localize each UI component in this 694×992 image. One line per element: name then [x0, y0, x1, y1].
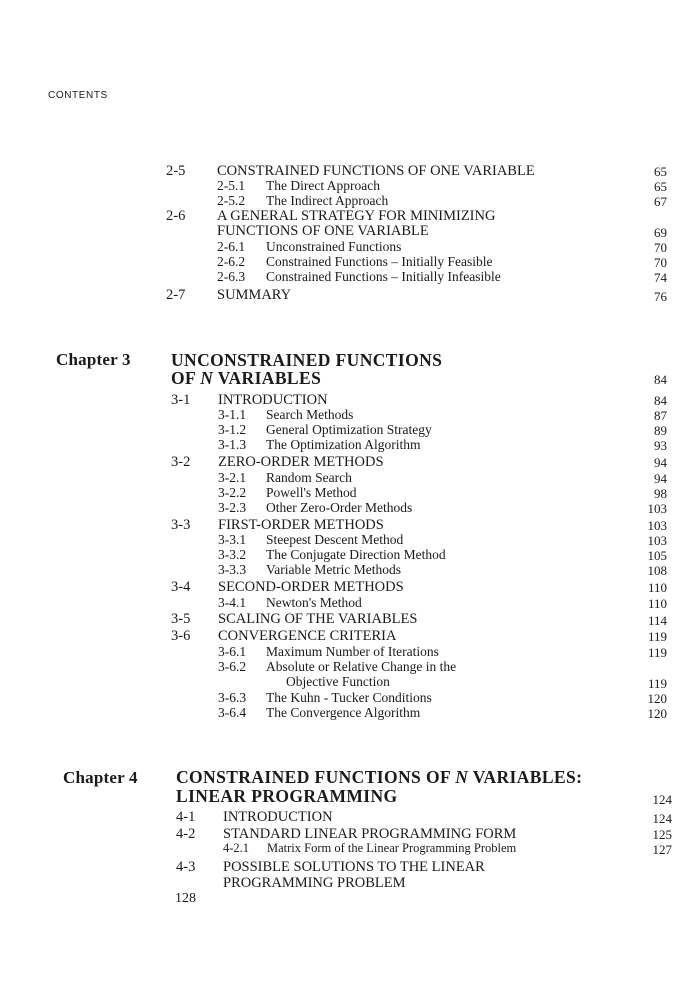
entry-number: 3-5: [171, 611, 191, 627]
entry-title: Constrained Functions – Initially Infeasible: [266, 269, 501, 284]
entry-number: 3-2.2: [218, 485, 247, 500]
entry-number: 2-5.1: [217, 178, 246, 193]
entry-title: Powell's Method: [266, 485, 357, 500]
entry-title-continued: FUNCTIONS OF ONE VARIABLE: [217, 223, 429, 239]
entry-page: 124: [652, 811, 672, 826]
entry-page: 87: [654, 408, 667, 423]
entry-number: 3-3.1: [218, 532, 247, 547]
entry-title: Absolute or Relative Change in the: [266, 659, 457, 674]
entry-number: 3-1: [171, 392, 191, 408]
entry-title: Random Search: [266, 470, 352, 485]
entry-title: SUMMARY: [217, 287, 292, 303]
entry-page: 119: [647, 629, 667, 644]
entry-page: 110: [647, 580, 667, 595]
entry-number: 2-6.2: [217, 254, 246, 269]
entry-page: 119: [647, 645, 667, 660]
entry-number: 2-6: [166, 208, 186, 224]
chapter-title: UNCONSTRAINED FUNCTIONS: [171, 350, 443, 370]
entry-page: 103: [647, 501, 667, 516]
entry-title: Newton's Method: [266, 595, 362, 610]
entry-number: 3-1.2: [218, 422, 247, 437]
entry-title: INTRODUCTION: [223, 809, 333, 825]
entry-title: The Conjugate Direction Method: [266, 547, 446, 562]
entry-page: 120: [647, 691, 667, 706]
entry-number: 3-2: [171, 454, 191, 470]
entry-title: The Kuhn - Tucker Conditions: [266, 690, 432, 705]
entry-page: 103: [647, 533, 667, 548]
entry-page: 65: [654, 164, 667, 179]
entry-page: 70: [654, 255, 667, 270]
entry-title: Variable Metric Methods: [266, 562, 401, 577]
entry-page: 84: [654, 393, 667, 408]
entry-title: Other Zero-Order Methods: [266, 500, 413, 515]
entry-page: 65: [654, 179, 667, 194]
entry-page: 93: [654, 438, 667, 453]
entry-title: Unconstrained Functions: [266, 239, 402, 254]
entry-title: SECOND-ORDER METHODS: [218, 579, 404, 595]
entry-page: 119: [647, 676, 667, 691]
entry-page: 108: [647, 563, 667, 578]
entry-title: General Optimization Strategy: [266, 422, 432, 437]
entry-page: 94: [654, 471, 667, 486]
chapter-page: 124: [652, 792, 672, 807]
chapter-page: 84: [654, 372, 667, 387]
entry-title: A GENERAL STRATEGY FOR MINIMIZING: [217, 208, 496, 224]
entry-title-continued: PROGRAMMING PROBLEM: [223, 875, 406, 891]
entry-number: 2-7: [166, 287, 186, 303]
entry-page: 110: [647, 596, 667, 611]
entry-number: 3-2.1: [218, 470, 247, 485]
entry-number: 3-6: [171, 628, 191, 644]
entry-number: 2-5: [166, 163, 186, 179]
entry-page: 105: [647, 548, 667, 563]
variable-n: N: [455, 767, 469, 787]
entry-number: 3-4.1: [218, 595, 247, 610]
entry-page: 120: [647, 706, 667, 721]
entry-number: 4-2: [176, 826, 196, 842]
entry-number: 4-1: [176, 809, 196, 825]
entry-page: 76: [654, 289, 667, 304]
entry-title: The Convergence Algorithm: [266, 705, 421, 720]
entry-title: Search Methods: [266, 407, 354, 422]
entry-number: 2-6.3: [217, 269, 246, 284]
running-head: CONTENTS: [48, 90, 108, 101]
entry-title: Constrained Functions – Initially Feasible: [266, 254, 493, 269]
chapter-label: Chapter 3: [56, 350, 131, 369]
entry-page: 94: [654, 455, 667, 470]
entry-number: 3-3.3: [218, 562, 247, 577]
entry-title: POSSIBLE SOLUTIONS TO THE LINEAR: [223, 859, 485, 875]
entry-number: 3-1.3: [218, 437, 247, 452]
chapter-title: CONSTRAINED FUNCTIONS OF N VARIABLES:: [176, 767, 583, 787]
entry-page: 74: [654, 270, 667, 285]
entry-page: 69: [654, 225, 667, 240]
entry-number: 2-6.1: [217, 239, 246, 254]
entry-title: Matrix Form of the Linear Programming Problem: [267, 841, 517, 855]
entry-number: 3-1.1: [218, 407, 247, 422]
entry-number: 3-6.1: [218, 644, 247, 659]
page-number: 128: [175, 891, 196, 906]
entry-page: 70: [654, 240, 667, 255]
entry-title: SCALING OF THE VARIABLES: [218, 611, 418, 627]
entry-number: 4-3: [176, 859, 196, 875]
variable-n: N: [200, 368, 214, 388]
entry-title-continued: Objective Function: [286, 674, 390, 689]
chapter-title-continued: LINEAR PROGRAMMING: [176, 786, 398, 806]
entry-number: 3-4: [171, 579, 191, 595]
entry-number: 3-6.2: [218, 659, 247, 674]
entry-title: INTRODUCTION: [218, 392, 328, 408]
entry-title: The Indirect Approach: [266, 193, 389, 208]
entry-page: 125: [652, 827, 672, 842]
entry-title: STANDARD LINEAR PROGRAMMING FORM: [223, 826, 517, 842]
entry-number: 4-2.1: [223, 841, 250, 855]
entry-page: 67: [654, 194, 667, 209]
entry-title: ZERO-ORDER METHODS: [218, 454, 384, 470]
entry-number: 2-5.2: [217, 193, 246, 208]
entry-title: CONSTRAINED FUNCTIONS OF ONE VARIABLE: [217, 163, 535, 179]
entry-page: 127: [652, 842, 672, 857]
entry-page: 114: [647, 613, 667, 628]
chapter-title-continued: OF N VARIABLES: [171, 368, 322, 388]
entry-number: 3-3.2: [218, 547, 247, 562]
entry-page: 98: [654, 486, 667, 501]
entry-page: 103: [647, 518, 667, 533]
entry-number: 3-6.4: [218, 705, 247, 720]
entry-title: CONVERGENCE CRITERIA: [218, 628, 397, 644]
entry-title: Maximum Number of Iterations: [266, 644, 439, 659]
entry-title: The Optimization Algorithm: [266, 437, 421, 452]
entry-number: 3-2.3: [218, 500, 247, 515]
entry-title: The Direct Approach: [266, 178, 380, 193]
entry-number: 3-6.3: [218, 690, 247, 705]
entry-title: FIRST-ORDER METHODS: [218, 517, 384, 533]
entry-page: 89: [654, 423, 667, 438]
entry-number: 3-3: [171, 517, 191, 533]
chapter-label: Chapter 4: [63, 768, 138, 787]
entry-title: Steepest Descent Method: [266, 532, 404, 547]
